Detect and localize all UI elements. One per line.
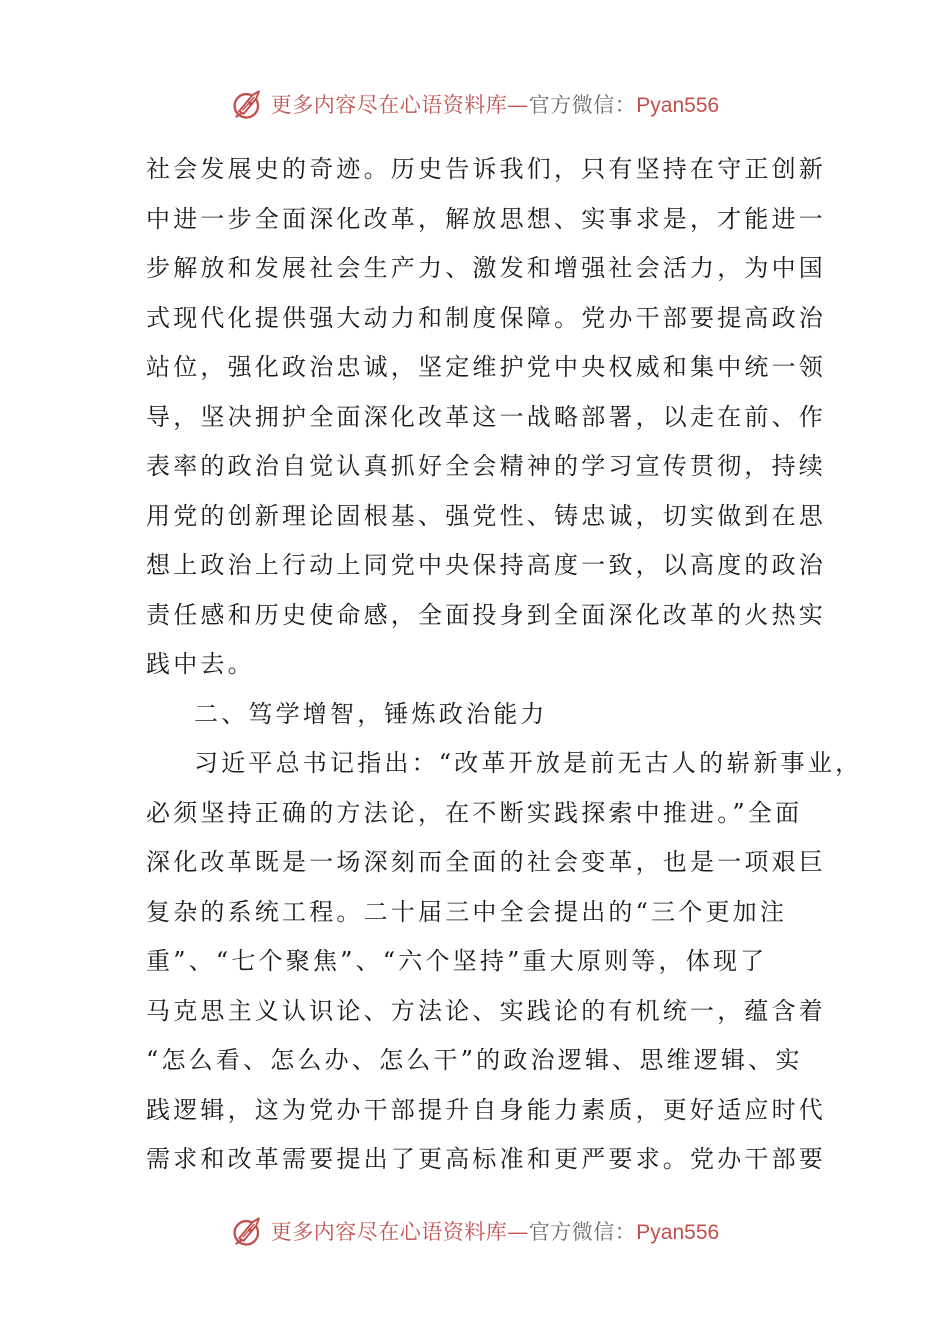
wechat-id: Pyan556 [636,1221,720,1244]
body-line: 社会发展史的奇迹。历史告诉我们，只有坚持在守正创新 [146,155,826,183]
pen-nib-logo-icon [231,1213,267,1249]
body-line: 必须坚持正确的方法论，在不断实践探索中推进。”全面 [146,798,803,827]
body-line: 导，坚决拥护全面深化改革这一战略部署，以走在前、作 [146,402,826,431]
body-line: 责任感和历史使命感，全面投身到全面深化改革的火热实 [146,600,826,629]
body-line: 习近平总书记指出：“改革开放是前无古人的崭新事业， [194,749,863,777]
body-line: 站位，强化政治忠诚，坚定维护党中央权威和集中统一领 [146,353,826,381]
body-line: “怎么看、怎么办、怎么干”的政治逻辑、思维逻辑、实 [146,1046,803,1074]
document-body [146,145,863,1185]
body-line: 中进一步全面深化改革，解放思想、实事求是，才能进一 [146,204,826,233]
body-line: 重”、“七个聚焦”、“六个坚持”重大原则等，体现了 [146,947,768,975]
site-name: 更多内容尽在心语资料库 [270,93,508,117]
body-line: 践中去。 [146,650,255,678]
body-line: 需求和改革需要提出了更高标准和更严要求。党办干部要 [146,1145,826,1173]
wechat-label: 官方微信： [528,93,637,117]
banner-separator: — [507,93,529,117]
banner-text [271,89,719,119]
body-line: 表率的政治自觉认真抓好全会精神的学习宣传贯彻，持续 [146,452,826,480]
body-line: 想上政治上行动上同党中央保持高度一致，以高度的政治 [146,551,826,579]
section-heading: 二、笃学增智，锤炼政治能力 [194,699,548,728]
body-line: 式现代化提供强大动力和制度保障。党办干部要提高政治 [146,303,826,332]
body-line: 复杂的系统工程。二十届三中全会提出的“三个更加注 [146,897,788,926]
pen-nib-logo-icon [231,86,267,122]
body-line: 步解放和发展社会生产力、激发和增强社会活力，为中国 [146,254,826,282]
site-name: 更多内容尽在心语资料库 [270,1220,508,1244]
banner-text [271,1216,719,1246]
wechat-id: Pyan556 [636,94,720,117]
body-line: 马克思主义认识论、方法论、实践论的有机统一，蕴含着 [146,996,826,1025]
body-line: 深化改革既是一场深刻而全面的社会变革，也是一项艰巨 [146,848,826,876]
body-line: 践逻辑，这为党办干部提升自身能力素质，更好适应时代 [146,1095,826,1124]
header-banner [0,82,950,126]
body-line: 用党的创新理论固根基、强党性、铸忠诚，切实做到在思 [146,501,826,530]
wechat-label: 官方微信： [528,1220,637,1244]
banner-separator: — [507,1220,529,1244]
footer-banner [0,1209,950,1253]
